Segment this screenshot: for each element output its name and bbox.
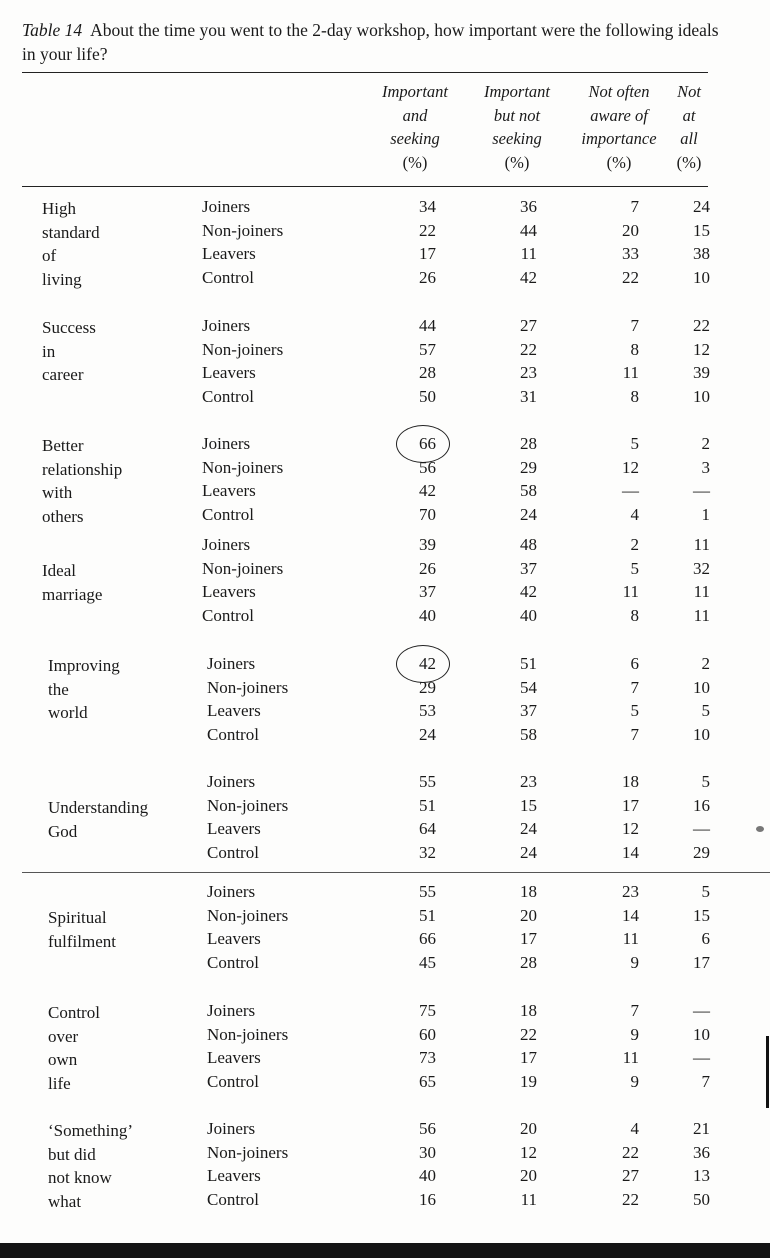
ideal-label xyxy=(48,906,116,953)
percent-value: — xyxy=(693,481,710,501)
column-header-line: Not often xyxy=(588,82,650,101)
ideal-label-line: Success xyxy=(42,318,96,337)
percent-value: 21 xyxy=(693,1119,710,1138)
percent-value: 7 xyxy=(630,677,639,697)
respondent-group: Control xyxy=(202,505,254,525)
percent-value: 17 xyxy=(693,953,710,973)
respondent-group: Joiners xyxy=(207,772,256,791)
percent-value: 17 xyxy=(622,795,639,815)
column-header-line: seeking xyxy=(492,129,542,148)
respondent-group: Joiners xyxy=(202,197,251,216)
percent-value: 10 xyxy=(693,725,710,745)
ideal-label-line: career xyxy=(42,365,84,385)
percent-value: 10 xyxy=(693,677,710,697)
percent-value: 14 xyxy=(622,905,639,925)
percent-value: 18 xyxy=(520,882,537,901)
column-header-line: seeking xyxy=(390,129,440,148)
percent-value: 53 xyxy=(419,701,436,721)
percent-value: 5 xyxy=(701,772,710,791)
ideal-label-line: with xyxy=(42,483,73,503)
ideal-label-line: fulfilment xyxy=(48,931,116,951)
percent-value: 32 xyxy=(419,843,436,863)
percent-value: 30 xyxy=(419,1142,436,1162)
respondent-group: Control xyxy=(202,268,254,288)
percent-value: 34 xyxy=(419,197,436,216)
top-rule xyxy=(22,72,708,73)
ideal-label-line: over xyxy=(48,1026,79,1046)
column-unit: (%) xyxy=(606,152,632,172)
column-header-line: and xyxy=(402,105,428,125)
percent-value: 73 xyxy=(419,1048,436,1068)
percent-value: 7 xyxy=(630,316,639,335)
percent-value: 7 xyxy=(630,1001,639,1020)
respondent-group: Non-joiners xyxy=(207,1142,289,1162)
percent-value: 58 xyxy=(520,725,537,745)
percent-value: 39 xyxy=(419,535,436,554)
column-header-line: but not xyxy=(493,105,541,125)
respondent-group: Control xyxy=(207,1072,259,1092)
ideal-label-line: Better xyxy=(42,436,84,455)
ideal-label xyxy=(42,197,100,292)
percent-value: 5 xyxy=(630,558,639,578)
percent-value: 36 xyxy=(693,1142,710,1162)
ideal-label-line: standard xyxy=(42,222,100,242)
percent-value: 17 xyxy=(419,244,436,264)
percent-value: 7 xyxy=(630,197,639,216)
percent-value: 5 xyxy=(701,701,710,721)
percent-value: 15 xyxy=(693,905,710,925)
percent-value: 51 xyxy=(419,905,436,925)
percent-value: 11 xyxy=(520,1190,537,1210)
percent-value: 12 xyxy=(693,339,710,359)
percent-value: 37 xyxy=(520,558,537,578)
percent-value: 42 xyxy=(419,654,436,673)
respondent-group: Non-joiners xyxy=(207,905,289,925)
respondent-group: Non-joiners xyxy=(202,339,284,359)
column-header-line: Not xyxy=(677,82,701,101)
percent-value: — xyxy=(693,819,710,839)
ideal-label-line: marriage xyxy=(42,584,103,604)
percent-value: 24 xyxy=(520,819,537,839)
percent-value: 6 xyxy=(630,654,639,673)
percent-value: 31 xyxy=(520,387,537,407)
percent-value: — xyxy=(622,481,639,501)
percent-value: 11 xyxy=(622,582,639,602)
ideal-label-line: life xyxy=(48,1074,71,1094)
percent-value: 16 xyxy=(693,795,710,815)
percent-value: 32 xyxy=(693,558,710,578)
percent-value: 15 xyxy=(693,220,710,240)
respondent-group: Leavers xyxy=(202,244,256,264)
percent-value: 39 xyxy=(693,363,710,383)
ideal-label-line: what xyxy=(48,1192,82,1212)
column-header-line: all xyxy=(680,129,698,148)
margin-smudge xyxy=(756,826,764,832)
respondent-group: Control xyxy=(207,953,259,973)
percent-value: 28 xyxy=(520,953,537,973)
percent-value: 10 xyxy=(693,387,710,407)
ideal-label-line: Understanding xyxy=(48,798,149,817)
column-header-line: aware of xyxy=(590,105,648,125)
table-title: About the time you went to the 2-day workshop, how important were the following ideals in your life? xyxy=(22,20,719,64)
ideal-label-line: Improving xyxy=(48,656,120,675)
respondent-group: Control xyxy=(202,606,254,626)
ideal-label-line: ‘Something’ xyxy=(48,1121,133,1140)
respondent-group: Control xyxy=(207,843,259,863)
ideal-label-line: own xyxy=(48,1050,78,1070)
percent-value: — xyxy=(693,1001,710,1020)
percent-value: 42 xyxy=(520,268,537,288)
percent-value: 55 xyxy=(419,772,436,791)
percent-value: 11 xyxy=(693,535,710,554)
table-number: Table 14 xyxy=(22,20,83,40)
ideal-label-line: High xyxy=(42,199,76,218)
respondent-group: Joiners xyxy=(202,535,251,554)
percent-value: 37 xyxy=(520,701,537,721)
percent-value: 2 xyxy=(701,654,710,673)
percent-value: 5 xyxy=(701,882,710,901)
percent-value: 75 xyxy=(419,1001,436,1020)
percent-value: 38 xyxy=(693,244,710,264)
percent-value: 23 xyxy=(520,363,537,383)
percent-value: 29 xyxy=(419,677,436,697)
percent-value: 40 xyxy=(419,1166,436,1186)
percent-value: 20 xyxy=(520,905,537,925)
respondent-group: Non-joiners xyxy=(202,457,284,477)
percent-value: 12 xyxy=(622,457,639,477)
percent-value: 23 xyxy=(622,882,639,901)
percent-value: 4 xyxy=(630,505,639,525)
percent-value: 51 xyxy=(520,654,537,673)
percent-value: 9 xyxy=(630,1072,639,1092)
percent-value: 66 xyxy=(419,929,436,949)
column-header xyxy=(571,80,667,174)
percent-value: 22 xyxy=(693,316,710,335)
percent-value: 5 xyxy=(630,434,639,453)
ideal-label xyxy=(42,316,96,387)
respondent-group: Leavers xyxy=(207,1166,261,1186)
percent-value: 24 xyxy=(520,505,537,525)
column-header-line: Important xyxy=(382,82,448,101)
percent-value: 3 xyxy=(701,457,710,477)
ideal-label-line: not know xyxy=(48,1168,112,1188)
percent-value: 45 xyxy=(419,953,436,973)
respondent-group: Joiners xyxy=(202,434,251,453)
respondent-group: Non-joiners xyxy=(202,220,284,240)
respondent-group: Leavers xyxy=(202,582,256,602)
percent-value: 17 xyxy=(520,1048,537,1068)
percent-value: 28 xyxy=(419,363,436,383)
percent-value: 55 xyxy=(419,882,436,901)
percent-value: 27 xyxy=(622,1166,639,1186)
ideal-label-line: relationship xyxy=(42,459,123,479)
section-divider xyxy=(22,872,770,873)
percent-value: 24 xyxy=(419,725,436,745)
percent-value: 6 xyxy=(701,929,710,949)
respondent-group: Non-joiners xyxy=(207,795,289,815)
percent-value: 44 xyxy=(419,316,436,335)
percent-value: 29 xyxy=(693,843,710,863)
percent-value: 8 xyxy=(630,339,639,359)
ideal-label-line: of xyxy=(42,246,57,266)
percent-value: 13 xyxy=(693,1166,710,1186)
percent-value: 22 xyxy=(622,1190,639,1210)
ideal-label xyxy=(48,1119,133,1214)
percent-value: 2 xyxy=(630,535,639,554)
percent-value: 10 xyxy=(693,1024,710,1044)
ideal-label-line: others xyxy=(42,507,84,527)
respondent-group: Control xyxy=(207,1190,259,1210)
percent-value: 12 xyxy=(622,819,639,839)
percent-value: 22 xyxy=(622,1142,639,1162)
percent-value: 22 xyxy=(520,1024,537,1044)
percent-value: 54 xyxy=(520,677,537,697)
percent-value: 20 xyxy=(520,1166,537,1186)
percent-value: 11 xyxy=(622,363,639,383)
percent-value: 56 xyxy=(419,457,436,477)
percent-value: — xyxy=(693,1048,710,1068)
percent-value: 57 xyxy=(419,339,436,359)
ideal-label-line: world xyxy=(48,703,88,723)
percent-value: 37 xyxy=(419,582,436,602)
percent-value: 11 xyxy=(693,582,710,602)
ideal-label-line: Control xyxy=(48,1003,100,1022)
respondent-group: Control xyxy=(207,725,259,745)
percent-value: 36 xyxy=(520,197,537,216)
percent-value: 11 xyxy=(520,244,537,264)
percent-value: 12 xyxy=(520,1142,537,1162)
column-header-line: Important xyxy=(484,82,550,101)
column-header-line: at xyxy=(682,105,696,125)
percent-value: 48 xyxy=(520,535,537,554)
respondent-group: Joiners xyxy=(207,654,256,673)
column-header-line: importance xyxy=(581,129,657,148)
table-caption xyxy=(22,18,722,66)
ideal-label-line: Spiritual xyxy=(48,908,107,927)
ideal-label xyxy=(48,1001,100,1096)
column-header xyxy=(470,80,564,174)
column-unit: (%) xyxy=(402,152,428,172)
percent-value: 8 xyxy=(630,606,639,626)
percent-value: 22 xyxy=(419,220,436,240)
ideal-label xyxy=(48,654,120,725)
percent-value: 64 xyxy=(419,819,436,839)
percent-value: 40 xyxy=(520,606,537,626)
percent-value: 42 xyxy=(520,582,537,602)
percent-value: 14 xyxy=(622,843,639,863)
respondent-group: Leavers xyxy=(207,1048,261,1068)
percent-value: 16 xyxy=(419,1190,436,1210)
percent-value: 11 xyxy=(622,1048,639,1068)
percent-value: 56 xyxy=(419,1119,436,1138)
ideal-label-line: in xyxy=(42,341,56,361)
percent-value: 1 xyxy=(701,505,710,525)
percent-value: 24 xyxy=(520,843,537,863)
percent-value: 19 xyxy=(520,1072,537,1092)
ideal-label-line: Ideal xyxy=(42,561,76,580)
column-unit: (%) xyxy=(676,152,702,172)
respondent-group: Leavers xyxy=(207,819,261,839)
percent-value: 15 xyxy=(520,795,537,815)
percent-value: 23 xyxy=(520,772,537,791)
percent-value: 5 xyxy=(630,701,639,721)
column-header xyxy=(369,80,461,174)
percent-value: 8 xyxy=(630,387,639,407)
percent-value: 4 xyxy=(630,1119,639,1138)
percent-value: 7 xyxy=(630,725,639,745)
scan-edge xyxy=(0,1243,770,1258)
percent-value: 58 xyxy=(520,481,537,501)
percent-value: 9 xyxy=(630,1024,639,1044)
respondent-group: Joiners xyxy=(207,1119,256,1138)
percent-value: 66 xyxy=(419,434,436,453)
ideal-label xyxy=(42,434,122,529)
respondent-group: Joiners xyxy=(207,882,256,901)
percent-value: 22 xyxy=(520,339,537,359)
percent-value: 50 xyxy=(419,387,436,407)
percent-value: 33 xyxy=(622,244,639,264)
respondent-group: Joiners xyxy=(202,316,251,335)
ideal-label xyxy=(48,796,148,843)
percent-value: 65 xyxy=(419,1072,436,1092)
respondent-group: Joiners xyxy=(207,1001,256,1020)
percent-value: 40 xyxy=(419,606,436,626)
respondent-group: Non-joiners xyxy=(207,1024,289,1044)
respondent-group: Leavers xyxy=(202,481,256,501)
ideal-label-line: the xyxy=(48,679,69,699)
percent-value: 29 xyxy=(520,457,537,477)
percent-value: 26 xyxy=(419,268,436,288)
percent-value: 60 xyxy=(419,1024,436,1044)
column-unit: (%) xyxy=(504,152,530,172)
percent-value: 9 xyxy=(630,953,639,973)
percent-value: 26 xyxy=(419,558,436,578)
margin-mark xyxy=(766,1036,769,1108)
percent-value: 2 xyxy=(701,434,710,453)
respondent-group: Non-joiners xyxy=(202,558,284,578)
percent-value: 51 xyxy=(419,795,436,815)
percent-value: 22 xyxy=(622,268,639,288)
respondent-group: Control xyxy=(202,387,254,407)
respondent-group: Leavers xyxy=(207,929,261,949)
percent-value: 18 xyxy=(520,1001,537,1020)
percent-value: 28 xyxy=(520,434,537,453)
respondent-group: Leavers xyxy=(202,363,256,383)
respondent-group: Non-joiners xyxy=(207,677,289,697)
percent-value: 42 xyxy=(419,481,436,501)
percent-value: 11 xyxy=(693,606,710,626)
percent-value: 10 xyxy=(693,268,710,288)
percent-value: 27 xyxy=(520,316,537,335)
ideal-label-line: God xyxy=(48,821,78,841)
percent-value: 50 xyxy=(693,1190,710,1210)
percent-value: 70 xyxy=(419,505,436,525)
percent-value: 7 xyxy=(701,1072,710,1092)
ideal-label-line: but did xyxy=(48,1144,96,1164)
respondent-group: Leavers xyxy=(207,701,261,721)
percent-value: 20 xyxy=(520,1119,537,1138)
percent-value: 24 xyxy=(693,197,710,216)
header-rule xyxy=(22,186,708,187)
percent-value: 18 xyxy=(622,772,639,791)
percent-value: 17 xyxy=(520,929,537,949)
percent-value: 44 xyxy=(520,220,537,240)
ideal-label xyxy=(42,559,102,606)
ideal-label-line: living xyxy=(42,270,82,290)
column-header xyxy=(666,80,712,174)
percent-value: 20 xyxy=(622,220,639,240)
percent-value: 11 xyxy=(622,929,639,949)
